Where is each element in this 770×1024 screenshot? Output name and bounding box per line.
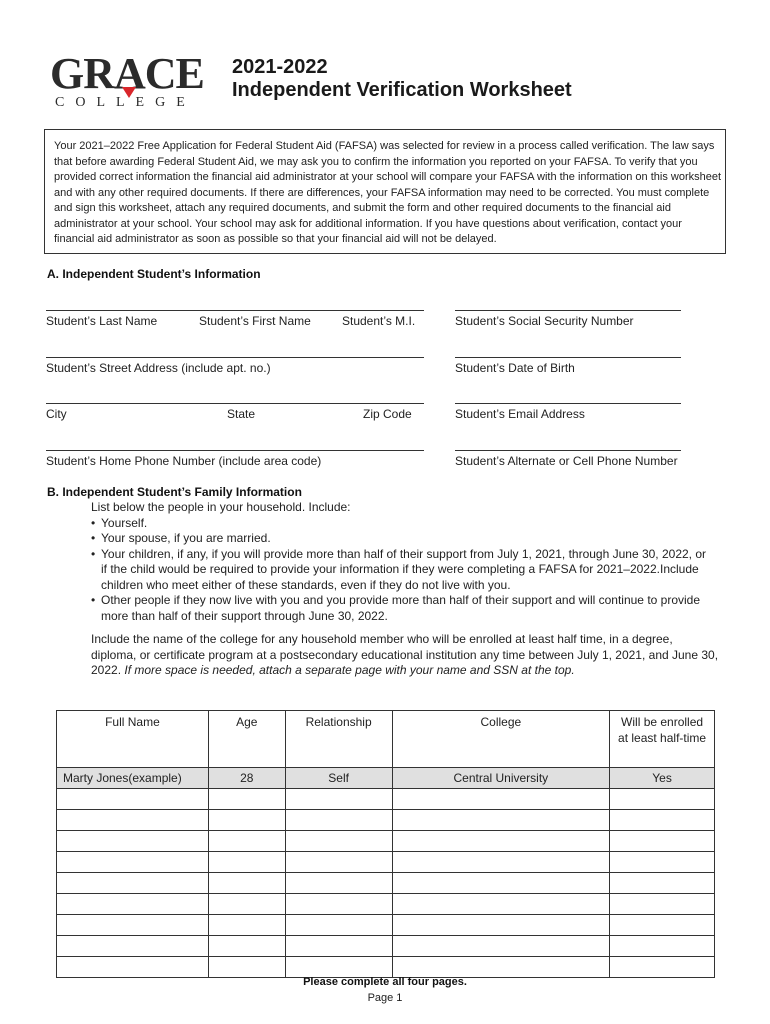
cell-relationship[interactable]	[285, 831, 392, 852]
col-college: College	[392, 711, 610, 768]
alt-phone-field[interactable]	[455, 450, 681, 451]
cell-age[interactable]	[208, 831, 285, 852]
cell-name[interactable]	[57, 873, 209, 894]
section-a-title: A. Independent Student’s Information	[47, 267, 261, 281]
cell-enrolled[interactable]	[610, 936, 715, 957]
ssn-label: Student’s Social Security Number	[455, 314, 634, 328]
worksheet-year: 2021-2022	[232, 56, 328, 78]
example-name: Marty Jones(example)	[57, 768, 209, 789]
cell-college[interactable]	[392, 957, 610, 978]
city-state-zip-field[interactable]	[46, 403, 424, 404]
cell-enrolled[interactable]	[610, 894, 715, 915]
table-row	[57, 873, 715, 894]
city-label: City	[46, 407, 67, 421]
cell-name[interactable]	[57, 915, 209, 936]
household-intro: List below the people in your household. Include:	[91, 500, 351, 514]
dob-label: Student’s Date of Birth	[455, 361, 575, 375]
cell-name[interactable]	[57, 894, 209, 915]
page-title: Independent Verification Worksheet	[232, 79, 572, 101]
page-number: Page 1	[367, 992, 403, 1004]
cell-college[interactable]	[392, 810, 610, 831]
table-row	[57, 936, 715, 957]
table-row	[57, 789, 715, 810]
street-address-field[interactable]	[46, 357, 424, 358]
cell-enrolled[interactable]	[610, 831, 715, 852]
cell-name[interactable]	[57, 957, 209, 978]
bullet-yourself: • Yourself.	[91, 516, 711, 532]
cell-relationship[interactable]	[285, 915, 392, 936]
cell-name[interactable]	[57, 852, 209, 873]
name-field[interactable]	[46, 310, 424, 311]
section-b-title: B. Independent Student’s Family Information	[47, 485, 302, 499]
cell-relationship[interactable]	[285, 852, 392, 873]
table-row	[57, 852, 715, 873]
footer-note: Please complete all four pages.	[303, 976, 467, 988]
bullet-other-people: • Other people if they now live with you and you provide more than half of their support and will continue to provide more than half of their support through June 30, 2022.	[91, 593, 711, 624]
cell-relationship[interactable]	[285, 873, 392, 894]
cell-relationship[interactable]	[285, 957, 392, 978]
cell-age[interactable]	[208, 915, 285, 936]
ssn-field[interactable]	[455, 310, 681, 311]
cell-relationship[interactable]	[285, 936, 392, 957]
home-phone-field[interactable]	[46, 450, 424, 451]
zip-label: Zip Code	[363, 407, 412, 421]
col-enrolled: Will be enrolled at least half-time	[610, 711, 715, 768]
example-enrolled: Yes	[610, 768, 715, 789]
last-name-label: Student’s Last Name	[46, 314, 158, 328]
table-row	[57, 915, 715, 936]
table-row	[57, 957, 715, 978]
street-label: Student’s Street Address (include apt. no.)	[46, 361, 271, 375]
cell-name[interactable]	[57, 810, 209, 831]
cell-age[interactable]	[208, 852, 285, 873]
college-note-text: Include the name of the college for any household member who will be enrolled at least half time, in a degree, diploma, or certificate program at a postsecondary educational institution any time between July 1, 2021, and June 30, 2022.	[91, 632, 719, 677]
bullet-children: • Your children, if any, if you will provide more than half of their support from July 1, 2021, through June 30, 2022, or if the child would be required to provide your information if they were completing a FAFSA for 2021–2022.Include children who meet either of these standards, even if they do not live with you.	[91, 547, 711, 594]
cell-age[interactable]	[208, 936, 285, 957]
cell-college[interactable]	[392, 894, 610, 915]
cell-college[interactable]	[392, 831, 610, 852]
cell-enrolled[interactable]	[610, 852, 715, 873]
mi-label: Student’s M.I.	[342, 314, 416, 328]
col-age: Age	[208, 711, 285, 768]
cell-college[interactable]	[392, 873, 610, 894]
cell-relationship[interactable]	[285, 894, 392, 915]
college-note-italic: If more space is needed, attach a separate page with your name and SSN at the top.	[124, 663, 575, 677]
grace-college-logo	[50, 49, 204, 110]
section-b-body	[91, 500, 711, 624]
col-relationship: Relationship	[285, 711, 392, 768]
cell-college[interactable]	[392, 852, 610, 873]
email-label: Student’s Email Address	[455, 407, 585, 421]
example-college: Central University	[392, 768, 610, 789]
state-label: State	[227, 407, 256, 421]
cell-enrolled[interactable]	[610, 810, 715, 831]
table-row	[57, 831, 715, 852]
household-table	[56, 710, 715, 978]
cell-age[interactable]	[208, 789, 285, 810]
cell-enrolled[interactable]	[610, 957, 715, 978]
cell-college[interactable]	[392, 915, 610, 936]
cell-age[interactable]	[208, 894, 285, 915]
email-field[interactable]	[455, 403, 681, 404]
cell-relationship[interactable]	[285, 810, 392, 831]
intro-box: Your 2021–2022 Free Application for Federal Student Aid (FAFSA) was selected for review in a process called verification. The law says that before awarding Federal Student Aid, we may ask you to confirm the information you reported on your FAFSA. To verify that you provided correct information the financial aid administrator at your school will compare your FAFSA with the information on this worksheet and with any other required documents. If there are differences, your FAFSA information may need to be corrected. You must complete and sign this worksheet, attach any required documents, and submit the form and other required documents to the financial aid administrator at your school. Your school may ask for additional information. If you have questions about verification, contact your financial aid administrator as soon as possible so that your financial aid will not be delayed.	[44, 129, 726, 254]
cell-college[interactable]	[392, 789, 610, 810]
logo-subtitle: COLLEGE	[55, 95, 196, 110]
first-name-label: Student’s First Name	[199, 314, 311, 328]
cell-enrolled[interactable]	[610, 915, 715, 936]
cell-name[interactable]	[57, 936, 209, 957]
cell-age[interactable]	[208, 873, 285, 894]
cell-college[interactable]	[392, 936, 610, 957]
example-row	[57, 768, 715, 789]
cell-enrolled[interactable]	[610, 789, 715, 810]
col-full-name: Full Name	[57, 711, 209, 768]
cell-name[interactable]	[57, 831, 209, 852]
example-relationship: Self	[285, 768, 392, 789]
logo-wordmark: GRACE	[50, 49, 204, 98]
bullet-spouse: • Your spouse, if you are married.	[91, 531, 711, 547]
cell-age[interactable]	[208, 810, 285, 831]
home-phone-label: Student’s Home Phone Number (include area code)	[46, 454, 322, 468]
cell-age[interactable]	[208, 957, 285, 978]
example-age: 28	[208, 768, 285, 789]
dob-field[interactable]	[455, 357, 681, 358]
alt-phone-label: Student’s Alternate or Cell Phone Number	[455, 454, 678, 468]
table-header-row	[57, 711, 715, 768]
table-row	[57, 810, 715, 831]
table-row	[57, 894, 715, 915]
cell-enrolled[interactable]	[610, 873, 715, 894]
cell-relationship[interactable]	[285, 789, 392, 810]
cell-name[interactable]	[57, 789, 209, 810]
college-note	[91, 632, 719, 679]
